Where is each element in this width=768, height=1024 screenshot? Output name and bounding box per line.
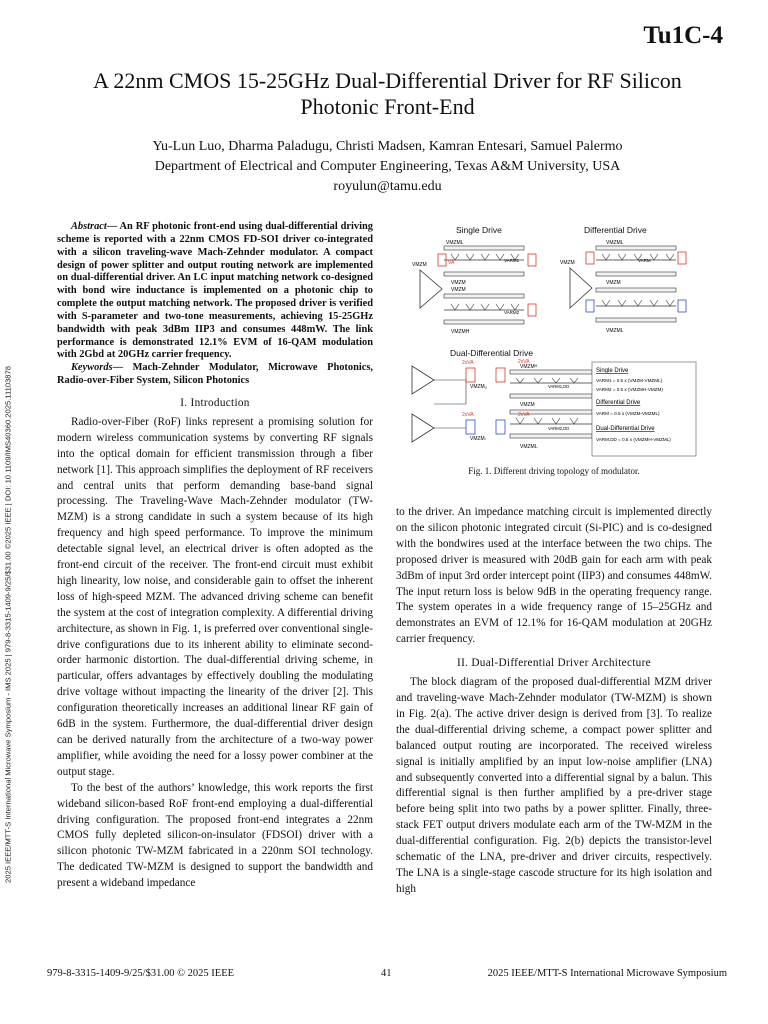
label: VMZM xyxy=(412,262,427,268)
legend-title: Differential Drive xyxy=(596,400,641,406)
label: 2xVA xyxy=(462,360,474,366)
paper-title xyxy=(60,68,715,120)
label: VMZM xyxy=(606,280,621,286)
legend-title: Dual-Differential Drive xyxy=(596,426,655,432)
label: VMZMᴴ xyxy=(520,364,537,370)
keywords xyxy=(57,362,373,388)
single-drive-diagram xyxy=(412,240,536,335)
label: VMZML xyxy=(446,240,464,246)
label: VMZM xyxy=(560,260,575,266)
label: VMZMᵤ xyxy=(470,384,487,390)
label: VMZM xyxy=(520,402,535,408)
legend-equation: VARM1 = 0.5 x (VMZM-VMZML) xyxy=(596,378,663,383)
footer-conference: 2025 IEEE/MTT-S International Microwave Symposium xyxy=(487,968,727,979)
label: VMZMₗ xyxy=(470,436,486,442)
section-1-heading: I. Introduction xyxy=(180,396,250,409)
single-drive-title: Single Drive xyxy=(456,225,502,235)
label: VA xyxy=(448,260,455,266)
label: VARM1 xyxy=(504,258,520,263)
right-column xyxy=(396,505,712,898)
section-1-paragraph-1: Radio-over-Fiber (RoF) links represent a promising solution for modern wireless communication systems by converting RF signals into the optical domain for efficient transmission through a fiber network [1]. This approach simplifies the deployment of RF receivers and central units that perform demanding base-band signal processing. The Traveling-Wave Mach-Zehnder modulator (TW-MZM) is a strong candidate in such a system because of its high frequency and high speed performance. To improve the minimum detectable signal level, an electrical driver is often adopted as the front-end circuit of the receiver. The front-end circuit must exhibit high linearity, low noise, and considerable gain to offset the inherent loss of high-speed MZM. The advanced driving scheme can benefit the system at the cost of integration complexity. A differential driving architecture, as shown in Fig. 1, is preferred over conventional single-drive configurations due to its inherent ability to eliminate second-order harmonic distortion. The dual-differential driving scheme, in particular, offers advantages by effectively doubling the modulating drive voltage without impacting the linearity of the driver [2]. This configuration theoretically increases an additional linear RF gain of 6dB in the system. Furthermore, the dual-differential driver design can be derived naturally from the architecture of a two-way power amplifier, while avoiding the need for a lossy power combiner at the output stage. xyxy=(57,415,373,778)
differential-drive-title: Differential Drive xyxy=(584,225,647,235)
legend-equation: VARM = 0.5 x (VMZM-VMZML) xyxy=(596,411,660,416)
affiliation: Department of Electrical and Computer Engineering, Texas A&M University, USA xyxy=(154,159,621,174)
label: 2xVA xyxy=(462,412,474,418)
label: 2xVA xyxy=(518,412,530,418)
author-email: royulun@tamu.edu xyxy=(333,179,442,194)
label: 2xVA xyxy=(518,359,530,365)
figure-1 xyxy=(406,218,698,458)
abstract-text: — An RF photonic front-end using dual-differential driving scheme is reported with a 22nm CMOS FD-SOI driver co-integrated with a silicon traveling-wave Mach-Zehnder modulator. A compact design of power splitter and output routing network are implemented on dual-differential driver. An LC input matching network co-designed with bond wire inductance is implemented on a photonic chip to complete the output matching network. The proposed driver is verified with S-parameter and two-tone measurements, achieving 15-25GHz bandwidth with peak 3dBm IIP3 and consumes 448mW. The link performance is demonstrated 12.1% EVM of 16-QAM modulation with 2Gbd at 20GHz carrier frequency. xyxy=(57,221,373,361)
dual-differential-drive-title: Dual-Differential Drive xyxy=(450,348,533,358)
differential-drive-diagram xyxy=(560,240,686,334)
label: VMZML xyxy=(520,444,538,450)
paper-id: Tu1C-4 xyxy=(643,22,723,49)
legend-equation: VARM,DD = 0.5 x (VMZMH-VMZML) xyxy=(596,437,671,442)
figure-1-caption: Fig. 1. Different driving topology of modulator. xyxy=(468,466,640,476)
author-block xyxy=(40,137,735,197)
figure-1-diagram xyxy=(406,218,698,458)
label: VMZML xyxy=(606,240,624,246)
title-line-1: A 22nm CMOS 15-25GHz Dual-Differential Driver for RF Silicon xyxy=(93,68,682,93)
section-1-paragraph-2: To the best of the authors’ knowledge, this work reports the first wideband silicon-based RoF front-end employing a dual-differential driving configuration. The proposed front-end integrates a 22nm CMOS fully depleted silicon-on-insulator (FDSOI) driver with a silicon photonic TW-MZM fabricated in a 220nm SOI technology. The dedicated TW-MZM is designed to support the bandwidth and present a wideband impedance xyxy=(57,781,373,890)
side-doi-stamp: 2025 IEEE/MTT-S International Microwave Symposium - IMS 2025 | 979-8-3315-1409-9/25/$31.00 ©2025 IEEE | DOI: 10.1109/IMS40360.2025.11103878 xyxy=(3,366,13,883)
section-1-paragraph-3: to the driver. An impedance matching circuit is implemented directly on the silicon photonic integrated circuit (Si-PIC) and is co-designed with the bondwires used at the interface between the two chips. The proposed driver is measured with 20dB gain for each arm with peak 3dBm of input 3rd order intercept point (IIP3) and consumes 448mW. The input return loss is below 9dB in the operating frequency range. The system operates in a wide frequency range of 15–25GHz and demonstrates an EVM of 12.1% for 16-QAM modulation at 20GHz carrier frequency. xyxy=(396,506,712,646)
legend-equation: VARM2 = 0.5 x (VMZMH-VMZM) xyxy=(596,387,663,392)
title-line-2: Photonic Front-End xyxy=(300,94,475,119)
page-number: 41 xyxy=(381,968,392,979)
legend-title: Single Drive xyxy=(596,368,629,374)
label: VMZML xyxy=(606,328,624,334)
author-names: Yu-Lun Luo, Dharma Paladugu, Christi Madsen, Kamran Entesari, Samuel Palermo xyxy=(152,139,623,154)
footer-copyright: 979-8-3315-1409-9/25/$31.00 © 2025 IEEE xyxy=(47,968,235,979)
label: VMZMH xyxy=(451,329,470,335)
label: VARM xyxy=(638,258,651,263)
keywords-label: Keywords xyxy=(71,362,113,374)
label: VMZM xyxy=(451,280,466,286)
section-2-heading: II. Dual-Differential Driver Architecture xyxy=(457,657,651,670)
abstract-label: Abstract xyxy=(71,221,107,232)
section-2-paragraph-1: The block diagram of the proposed dual-differential MZM driver and traveling-wave Mach-Zehnder modulator (TW-MZM) is shown in Fig. 2(a). The active driver design is derived from [3]. To realize the dual-differential driving scheme, a compact power splitter and balanced output routing are incorporated. The received wireless signal is initially amplified by an input low-noise amplifier (LNA) and subsequently converted into a differential signal by a balun. This differential signal is then further amplified by a pre-driver stage before being split into two paths by a power splitter. Finally, three-stack FET output drivers modulate each arm of the TW-MZM in the dual-differential configuration. Fig. 2(b) depicts the transistor-level schematic of the LNA, pre-driver and driver circuits, respectively. The LNA is a single-stage cascode structure for its high isolation and high xyxy=(396,676,712,895)
label: VARM2,DD xyxy=(548,426,570,431)
label: VARM1,DD xyxy=(548,384,570,389)
abstract xyxy=(57,221,373,362)
label: VMZM xyxy=(451,287,466,293)
left-column xyxy=(57,221,373,892)
label: VARM2 xyxy=(504,310,520,315)
keywords-text: — Mach-Zehnder Modulator, Microwave Photonics, Radio-over-Fiber System, Silicon Photonics xyxy=(57,362,373,387)
figure-1-legend xyxy=(592,362,696,456)
dual-differential-drive-diagram xyxy=(412,359,592,450)
